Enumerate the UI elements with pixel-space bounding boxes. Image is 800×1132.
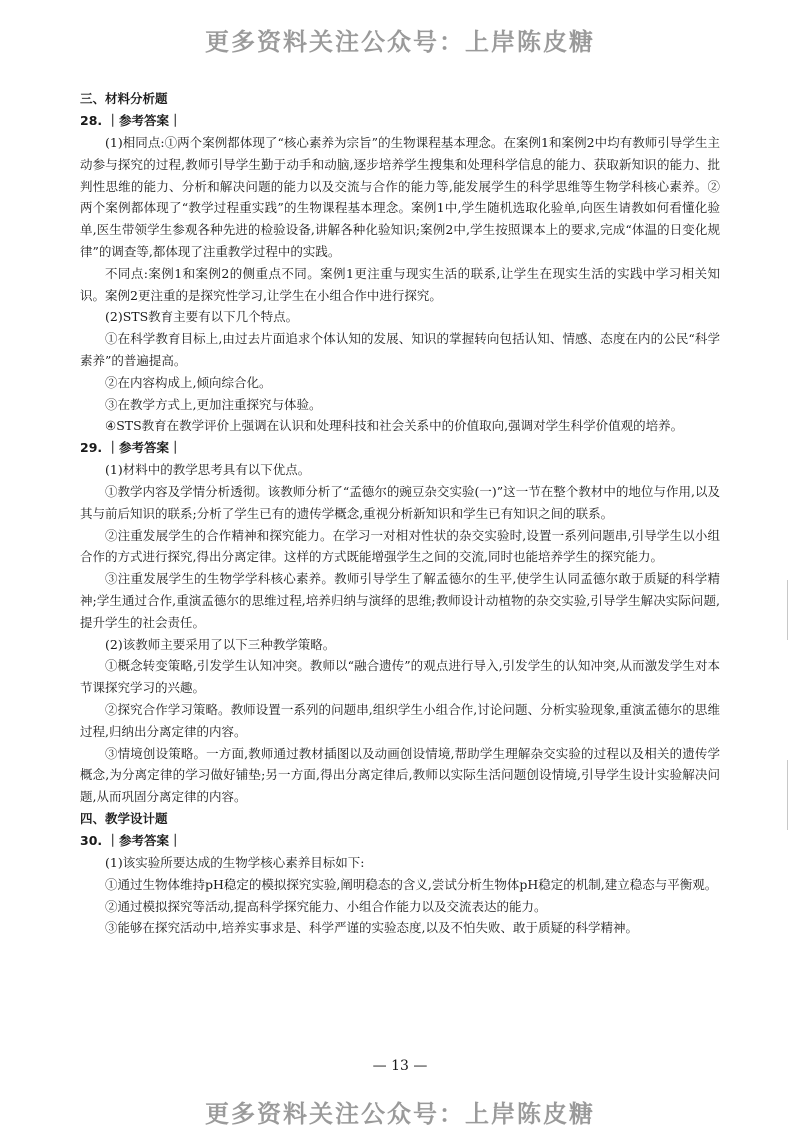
scan-edge-mark [787,760,788,830]
page-number: — 13 — [372,1058,428,1074]
question-30-heading: 30. ｜参考答案｜ [80,832,182,848]
q28-paragraph: ②在内容构成上,倾向综合化。 [105,374,272,390]
q30-paragraph: ③能够在探究活动中,培养实事求是、科学严谨的实验态度,以及不怕失败、敢于质疑的科学精神。 [105,920,638,936]
q29-paragraph: (2)该教师主要采用了以下三种教学策略。 [105,636,336,652]
q30-paragraph: ①通过生物体维持pH稳定的模拟探究实验,阐明稳态的含义,尝试分析生物体pH稳定的机制,建立稳态与平衡观。 [105,876,718,892]
q29-paragraph: ①教学内容及学情分析透彻。该教师分析了“孟德尔的豌豆杂交实验(一)”这一节在整个教材中的地位与作用,以及其与前后知识的联系;分析了学生已有的遗传学概念,重视分析新知识和学生已有知识之间的联系。 [80,483,720,521]
question-28-heading: 28. ｜参考答案｜ [80,113,182,128]
scan-edge-mark [787,580,788,640]
q28-paragraph: ④STS教育在教学评价上强调在认识和处理科技和社会关系中的价值取向,强调对学生科学价值观的培养。 [105,418,684,434]
section-title-design: 四、教学设计题 [80,810,168,826]
q29-paragraph: ③情境创设策略。一方面,教师通过教材插图以及动画创设情境,帮助学生理解杂交实验的过程以及相关的遗传学概念,为分离定律的学习做好铺垫;另一方面,得出分离定律后,教师以实际生活问题创设情境,引导学生设计实验解决问题,从而巩固分离定律的内容。 [80,745,720,805]
watermark-bottom: 更多资料关注公众号：上岸陈皮糖 [205,1100,595,1128]
answer-content [80,88,720,939]
q29-paragraph: ③注重发展学生的生物学学科核心素养。教师引导学生了解孟德尔的生平,使学生认同孟德尔敢于质疑的科学精神;学生通过合作,重演孟德尔的思维过程,培养归纳与演绎的思维;教师设计动植物的杂交实验,引导学生解决实际问题,提升学生的社会责任。 [80,571,720,630]
q30-paragraph: ②通过模拟探究等活动,提高科学探究能力、小组合作能力以及交流表达的能力。 [105,898,547,914]
q30-paragraph: (1)该实验所要达成的生物学核心素养目标如下: [105,854,365,870]
q29-paragraph: ②注重发展学生的合作精神和探究能力。在学习一对相对性状的杂交实验时,设置一系列问题串,引导学生以小组合作的方式进行探究,得出分离定律。这样的方式既能增强学生之间的交流,同时也能培养学生的探究能力。 [80,527,720,565]
q28-paragraph: (1)相同点:①两个案例都体现了“核心素养为宗旨”的生物课程基本理念。在案例1和案例2中均有教师引导学生主动参与探究的过程,教师引导学生勤于动手和动脑,逐步培养学生搜集和处理科学信息的能力、获取新知识的能力、批判性思维的能力、分析和解决问题的能力以及交流与合作的能力等,能发展学生的科学思维等生物学科核心素养。②两个案例都体现了“教学过程重实践”的生物课程基本理念。案例1中,学生随机选取化验单,向医生请教如何看懂化验单,医生带领学生参观各种先进的检验设备,讲解各种化验知识;案例2中,学生按照课本上的要求,完成“体温的日变化规律”的调查等,都体现了注重教学过程中的实践。 [80,135,720,259]
q28-paragraph: ③在教学方式上,更加注重探究与体验。 [105,396,322,412]
q29-paragraph: ②探究合作学习策略。教师设置一系列的问题串,组织学生小组合作,讨论问题、分析实验现象,重演孟德尔的思维过程,归纳出分离定律的内容。 [80,701,720,739]
q29-paragraph: ①概念转变策略,引发学生认知冲突。教师以“融合遗传”的观点进行导入,引发学生的认知冲突,从而激发学生对本节课探究学习的兴趣。 [80,658,720,696]
watermark-top: 更多资料关注公众号：上岸陈皮糖 [205,28,595,56]
q28-paragraph: 不同点:案例1和案例2的侧重点不同。案例1更注重与现实生活的联系,让学生在现实生活的实践中学习相关知识。案例2更注重的是探究性学习,让学生在小组合作中进行探究。 [80,265,720,303]
q28-paragraph: (2)STS教育主要有以下几个特点。 [105,309,299,325]
question-29-heading: 29. ｜参考答案｜ [80,440,182,456]
q28-paragraph: ①在科学教育目标上,由过去片面追求个体认知的发展、知识的掌握转向包括认知、情感、态度在内的公民“科学素养”的普遍提高。 [80,331,720,368]
section-title-analysis: 三、材料分析题 [80,91,168,106]
q29-paragraph: (1)材料中的教学思考具有以下优点。 [105,462,311,478]
